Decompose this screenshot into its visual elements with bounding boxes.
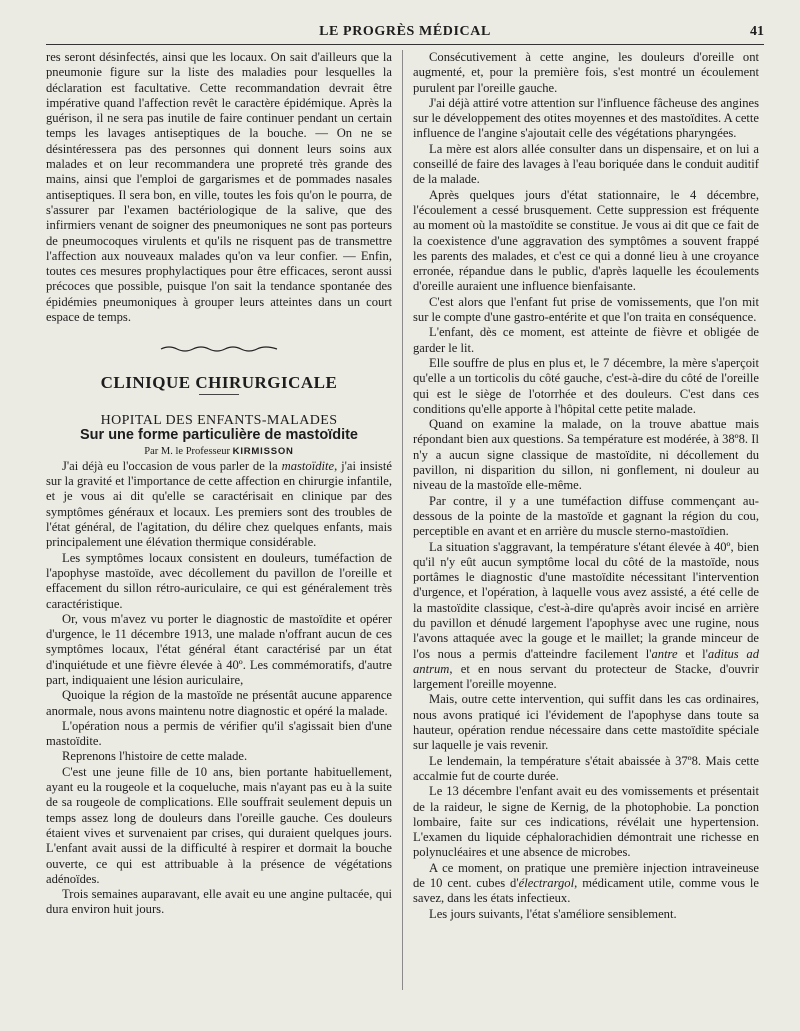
right-column <box>413 50 759 922</box>
continuation-paragraph: res seront désinfectés, ainsi que les locaux. On sait d'ailleurs que la pneumonie figure sur la liste des maladies pour lesquelles la déclaration est facultative. Cette recommandation devrait être impérative quand l'affection revêt le caractère épidémique. Après la guérison, il ne sera pas inutile de faire continuer pendant un certain temps les lavages antiseptiques de la bouche. — On ne se désintéressera pas des personnes qui donnent leurs soins aux malades et on leur recommandera une propreté très grande des mains, ainsi que l'emploi de gargarismes et de pommades nasales antiseptiques. Il sera bon, en ville, toutes les fois qu'on le pourra, de s'assurer par l'examen bactériologique de la salive, que des infirmiers venant de soigner des pneumoniques ne sont pas porteurs de pneumocoques virulents et qu'ils ne risquent pas de transmettre l'affection aux nouveaux malades qu'on va leur confier. — Enfin, toutes ces mesures prophylactiques pour être efficaces, seront aussi précoces que possible, puisque l'on sait la tendance spontanée des épidémies pneumoniques à grouper leurs atteintes dans un court espace de temps. <box>46 50 392 325</box>
article-paragraph: J'ai déjà attiré votre attention sur l'influence fâcheuse des angines sur le développement des otites moyennes et des mastoïdites. A cette influence de l'angine s'ajoutait celle des végétations pharyngées. <box>413 95 759 141</box>
byline-author: KIRMISSON <box>232 445 294 457</box>
article-paragraph: Mais, outre cette intervention, qui suffit dans les cas ordinaires, nous avons pratiqué ici l'évidement de l'apophyse dans toute sa hauteur, opération rendue nécessaire dans cette mastoïdite spéciale sur laquelle je vais revenir. <box>413 692 759 753</box>
section-title: CLINIQUE CHIRURGICALE <box>100 372 338 392</box>
article-paragraph: Les symptômes locaux consistent en douleurs, tuméfaction de l'apophyse mastoïde, avec décollement du pavillon de l'oreille et effacement du sillon rétro-auriculaire, ce qui est généralement très caractéristique. <box>46 550 392 611</box>
italic-term: électrargol <box>518 876 575 891</box>
article-paragraph: Par contre, il y a une tuméfaction diffuse commençant au-dessous de la pointe de la mastoïde et gagnant la région du cou, perceptible en avant et en arrière du muscle sterno-mastoïdien. <box>413 493 759 539</box>
article-paragraph: A ce moment, on pratique une première injection intraveineuse de 10 cent. cubes d'électrargol, médicament utile, comme vous le savez, dans les états infectieux. <box>413 860 759 906</box>
article-paragraph: Le 13 décembre l'enfant avait eu des vomissements et présentait de la raideur, le signe de Kernig, de la photophobie. La ponction lombaire, faite sur ces indications, révélait une hypertension. L'examen du liquide céphalorachidien démontrait une richesse en polynucléaires et une absence de microbes. <box>413 784 759 860</box>
italic-term: antre <box>651 646 678 661</box>
italic-term: mastoïdite <box>281 458 335 473</box>
article-paragraph: C'est alors que l'enfant fut prise de vomissements, que l'on mit sur le compte d'une gastro-entérite et que l'on traita en conséquence. <box>413 294 759 325</box>
article-paragraph: C'est une jeune fille de 10 ans, bien portante habituellement, ayant eu la rougeole et la coqueluche, mais n'ayant pas eu à la suite de sa rougeole de complications. Elle souffrait seulement depuis un temps assez long de douleurs dans l'oreille gauche. Ces douleurs étaient vives et survenaient par crises, qui duraient quelques jours. L'enfant avait aussi de la difficulté à respirer et dormait la bouche ouverte, ce qui est attribuable à la présence de végétations adénoïdes. <box>46 764 392 886</box>
italic-term: aditus ad antrum <box>413 646 759 676</box>
article-paragraph: Après quelques jours d'état stationnaire, le 4 décembre, l'écoulement a cessé brusquement. Cette suppression est fréquente au moment où la mastoïdite se constitue. Je vous ai dit que ce fait de la coexistence d'une aggravation des symptômes a souvent frappé les parents des malades, et c'est ce qui a donné lieu à une croyance erronée, répandue dans le public, d'après laquelle les écoulements d'oreille auraient une influence bienfaisante. <box>413 187 759 294</box>
article-paragraph: La situation s'aggravant, la température s'étant élevée à 40º, bien qu'il n'y eût aucun symptôme local du côté de la mastoïde, nous portâmes le diagnostic d'une mastoïdite nécessitant l'intervention d'urgence, et l'opération, à laquelle vous avez assisté, a été celle de la mastoïdite classique, c'est-à-dire qu'après avoir incisé en arrière du pavillon et dénudé largement l'apophyse avec une rugine, nous l'avons attaquée avec la gouge et le maillet; la grande minceur de l'os nous a permis d'atteindre facilement l'antre et l'aditus ad antrum, et en nous servant du protecteur de Stacke, d'ouvrir largement l'oreille moyenne. <box>413 539 759 692</box>
title-rule <box>199 394 239 395</box>
article-paragraph: Or, vous m'avez vu porter le diagnostic de mastoïdite et opérer d'urgence, le 11 décembre 1913, une malade n'offrant aucun de ces symptômes locaux, l'état général étant caractérisé par un état d'inquiétude et une fièvre élevée à 40º. Les commémoratifs, d'autre part, indiquaient une lésion auriculaire, <box>46 611 392 687</box>
article-title: Sur une forme particulière de mastoïdite <box>80 427 358 444</box>
article-paragraph: Les jours suivants, l'état s'améliore sensiblement. <box>429 906 677 921</box>
column-divider <box>402 50 403 990</box>
article-paragraph: Quand on examine la malade, on la trouve abattue mais répondant bien aux questions. Sa température est modérée, à 38º8. Il n'y a aucun signe classique de mastoïdite, ni décollement du pavillon, ni disparition du sillon, ni gonflement, ni douleur au niveau de la mastoïde elle-même. <box>413 417 759 493</box>
hospital-heading: HOPITAL DES ENFANTS-MALADES <box>100 412 338 428</box>
article-paragraph: J'ai déjà eu l'occasion de vous parler de la mastoïdite, j'ai insisté sur la gravité et l'importance de cette affection en chirurgie infantile, et je vous ai dit qu'elle se caractérisait en clinique par des symptômes généraux et locaux. Les premiers sont des troubles de l'état général, de l'agitation, du délire chez quelques enfants, mais principalement une élévation thermique considérable. <box>46 458 392 550</box>
left-column <box>46 50 392 918</box>
page-number: 41 <box>750 24 764 39</box>
byline <box>46 444 392 459</box>
byline-prefix: Par M. le Professeur <box>144 445 231 457</box>
article-paragraph: Reprenons l'histoire de cette malade. <box>62 749 248 764</box>
article-paragraph: Elle souffre de plus en plus et, le 7 décembre, la mère s'aperçoit qu'elle a un torticolis du côté gauche, c'est-à-dire du côté de l'oreille qui est le siège de l'otorrhée et des douleurs. C'est dans ces conditions qu'elle apporte à l'hôpital cette petite malade. <box>413 355 759 416</box>
running-title: LE PROGRÈS MÉDICAL <box>319 24 491 39</box>
article-paragraph: La mère est alors allée consulter dans un dispensaire, et on lui a conseillé de faire des lavages à l'eau boriquée dans le conduit auditif de la malade. <box>413 141 759 187</box>
article-paragraph: L'enfant, dès ce moment, est atteinte de fièvre et obligée de garder le lit. <box>413 325 759 355</box>
article-paragraph: L'opération nous a permis de vérifier qu'il s'agissait bien d'une mastoïdite. <box>46 718 392 749</box>
page-header <box>46 22 764 45</box>
article-paragraph: Le lendemain, la température s'était abaissée à 37º8. Mais cette accalmie fut de courte durée. <box>413 753 759 783</box>
article-paragraph: Trois semaines auparavant, elle avait eu une angine pultacée, qui dura environ huit jours. <box>46 887 392 917</box>
article-paragraph: Consécutivement à cette angine, les douleurs d'oreille ont augmenté, et, pour la première fois, s'est montré un écoulement purulent par l'oreille gauche. <box>413 50 759 95</box>
flourish-ornament <box>46 343 392 358</box>
article-paragraph: Quoique la région de la mastoïde ne présentât aucune apparence anormale, nous avons maintenu notre diagnostic et opéré la malade. <box>46 688 392 718</box>
